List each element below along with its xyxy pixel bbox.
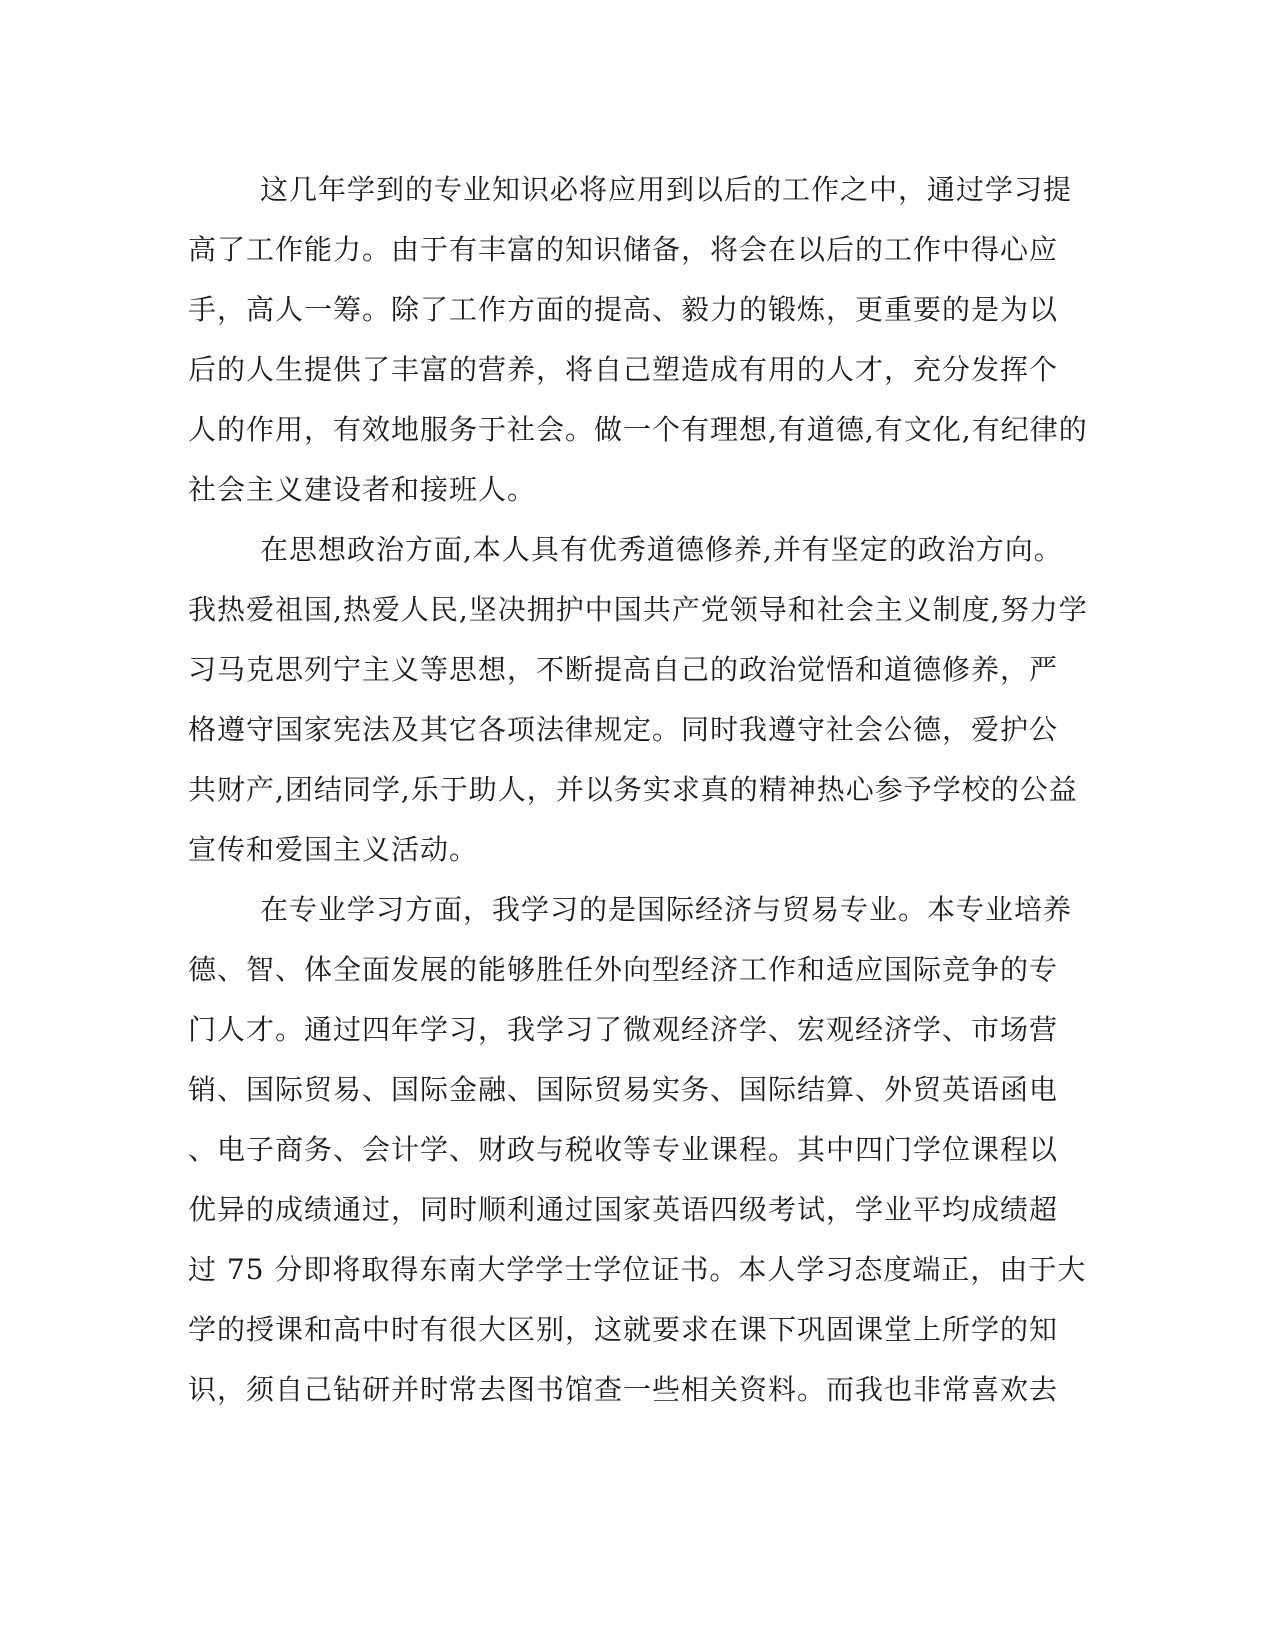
paragraph-line: 学的授课和高中时有很大区别，这就要求在课下巩固课堂上所学的知 — [188, 1313, 1059, 1346]
paragraph-line: 格遵守国家宪法及其它各项法律规定。同时我遵守社会公德，爱护公 — [188, 713, 1059, 746]
paragraph-line: 优异的成绩通过，同时顺利通过国家英语四级考试，学业平均成绩超 — [188, 1193, 1059, 1226]
paragraph-line: 销、国际贸易、国际金融、国际贸易实务、国际结算、外贸英语函电 — [188, 1073, 1059, 1106]
paragraph-line: 德、智、体全面发展的能够胜任外向型经济工作和适应国际竞争的专 — [188, 953, 1059, 986]
paragraph-1 — [188, 160, 1088, 520]
paragraph-2 — [188, 520, 1088, 880]
paragraph-line: 手，高人一筹。除了工作方面的提高、毅力的锻炼，更重要的是为以 — [188, 293, 1059, 326]
paragraph-line: 识，须自己钻研并时常去图书馆查一些相关资料。而我也非常喜欢去 — [188, 1373, 1059, 1406]
paragraph-line: 习马克思列宁主义等思想，不断提高自己的政治觉悟和道德修养，严 — [188, 653, 1059, 686]
paragraph-3 — [188, 880, 1087, 1420]
paragraph-line: 门人才。通过四年学习，我学习了微观经济学、宏观经济学、市场营 — [188, 1013, 1059, 1046]
paragraph-line: 社会主义建设者和接班人。 — [188, 473, 537, 506]
paragraph-line: 宣传和爱国主义活动。 — [188, 833, 479, 866]
paragraph-line: 这几年学到的专业知识必将应用到以后的工作之中，通过学习提 — [260, 173, 1073, 206]
paragraph-line: 人的作用，有效地服务于社会。做一个有理想,有道德,有文化,有纪律的 — [188, 413, 1088, 446]
paragraph-line: 在专业学习方面，我学习的是国际经济与贸易专业。本专业培养 — [260, 893, 1073, 926]
document-body — [188, 160, 1088, 1420]
paragraph-line: 后的人生提供了丰富的营养，将自己塑造成有用的人才，充分发挥个 — [188, 353, 1059, 386]
paragraph-line: 在思想政治方面,本人具有优秀道德修养,并有坚定的政治方向。 — [260, 533, 1063, 566]
paragraph-line: 我热爱祖国,热爱人民,坚决拥护中国共产党领导和社会主义制度,努力学 — [188, 593, 1088, 626]
paragraph-line: 共财产,团结同学,乐于助人，并以务实求真的精神热心参予学校的公益 — [188, 773, 1078, 806]
paragraph-line: 高了工作能力。由于有丰富的知识储备，将会在以后的工作中得心应 — [188, 233, 1059, 266]
paragraph-line: 过 75 分即将取得东南大学学士学位证书。本人学习态度端正，由于大 — [188, 1253, 1087, 1286]
paragraph-line: 、电子商务、会计学、财政与税收等专业课程。其中四门学位课程以 — [188, 1133, 1059, 1166]
